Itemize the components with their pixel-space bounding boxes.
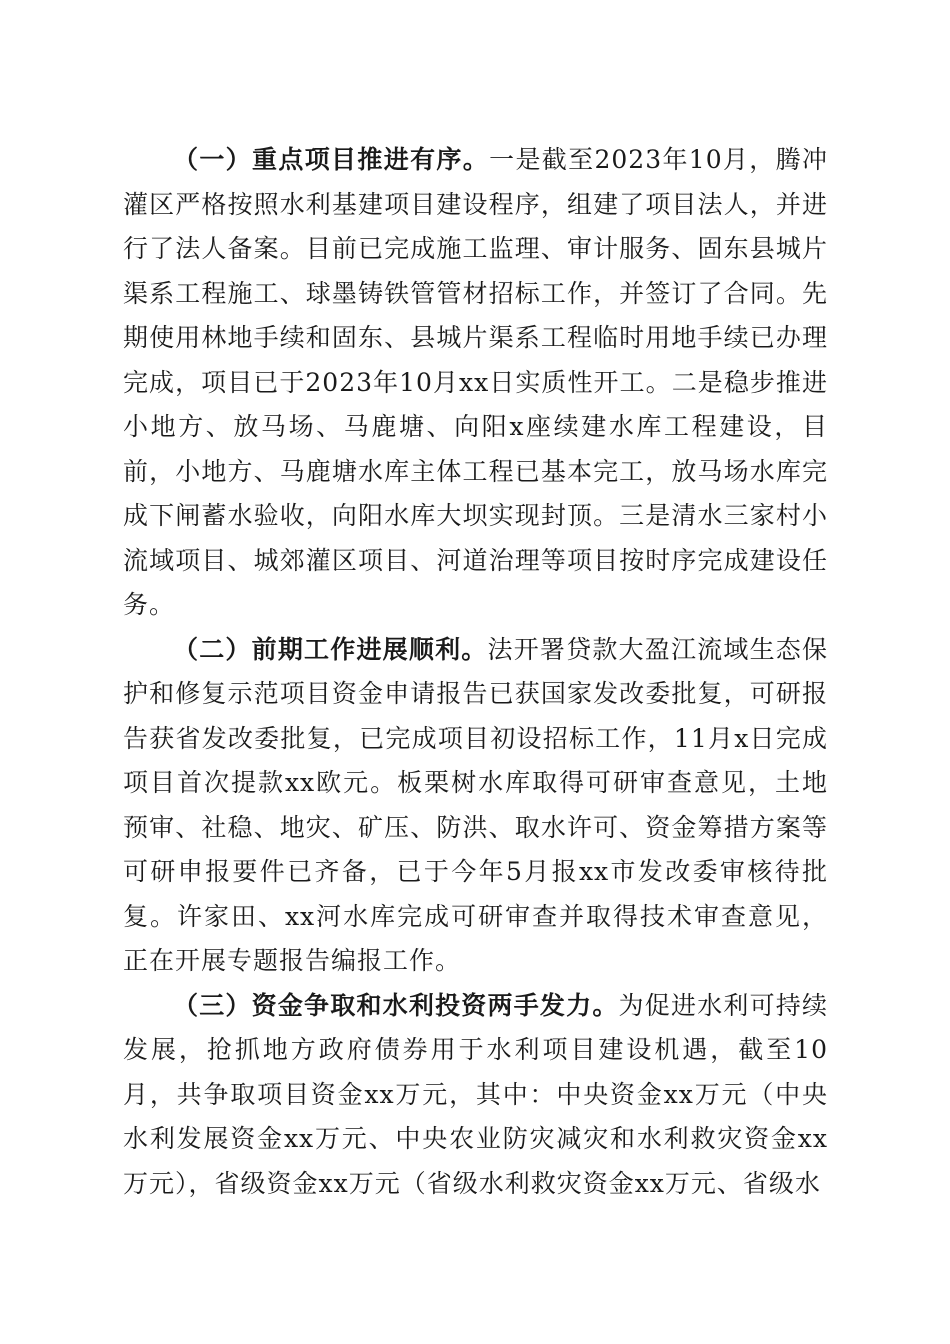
paragraph-heading: （二）前期工作进展顺利。 [173, 634, 488, 664]
paragraph-funding-investment [123, 984, 828, 1207]
paragraph-heading: （三）资金争取和水利投资两手发力。 [173, 990, 619, 1020]
paragraph-text: 法开署贷款大盈江流域生态保护和修复示范项目资金申请报告已获国家发改委批复，可研报告获省发改委批复，已完成项目初设招标工作，11月x日完成项目首次提款xx欧元。板栗树水库取得可研审查意见，土地预审、社稳、地灾、矿压、防洪、取水许可、资金筹措方案等可研申报要件已齐备，已于今年5月报xx市发改委审核待批复。许家田、xx河水库完成可研审查并取得技术审查意见，正在开展专题报告编报工作。 [123, 634, 828, 975]
paragraph-preliminary-work [123, 628, 828, 984]
document-body [123, 138, 828, 1206]
paragraph-text: 一是截至2023年10月，腾冲灌区严格按照水利基建项目建设程序，组建了项目法人，并进行了法人备案。目前已完成施工监理、审计服务、固东县城片渠系工程施工、球墨铸铁管管材招标工作，并签订了合同。先期使用林地手续和固东、县城片渠系工程临时用地手续已办理完成，项目已于2023年10月xx日实质性开工。二是稳步推进小地方、放马场、马鹿塘、向阳x座续建水库工程建设，目前，小地方、马鹿塘水库主体工程已基本完工，放马场水库完成下闸蓄水验收，向阳水库大坝实现封顶。三是清水三家村小流域项目、城郊灌区项目、河道治理等项目按时序完成建设任务。 [123, 145, 828, 619]
paragraph-heading: （一）重点项目推进有序。 [173, 145, 490, 174]
paragraph-key-projects [123, 138, 828, 628]
paragraph-text: 为促进水利可持续发展，抢抓地方政府债券用于水利项目建设机遇，截至10月，共争取项目资金xx万元，其中：中央资金xx万元（中央水利发展资金xx万元、中央农业防灾减灾和水利救灾资金xx万元），省级资金xx万元（省级水利救灾资金xx万元、省级水 [123, 990, 828, 1198]
